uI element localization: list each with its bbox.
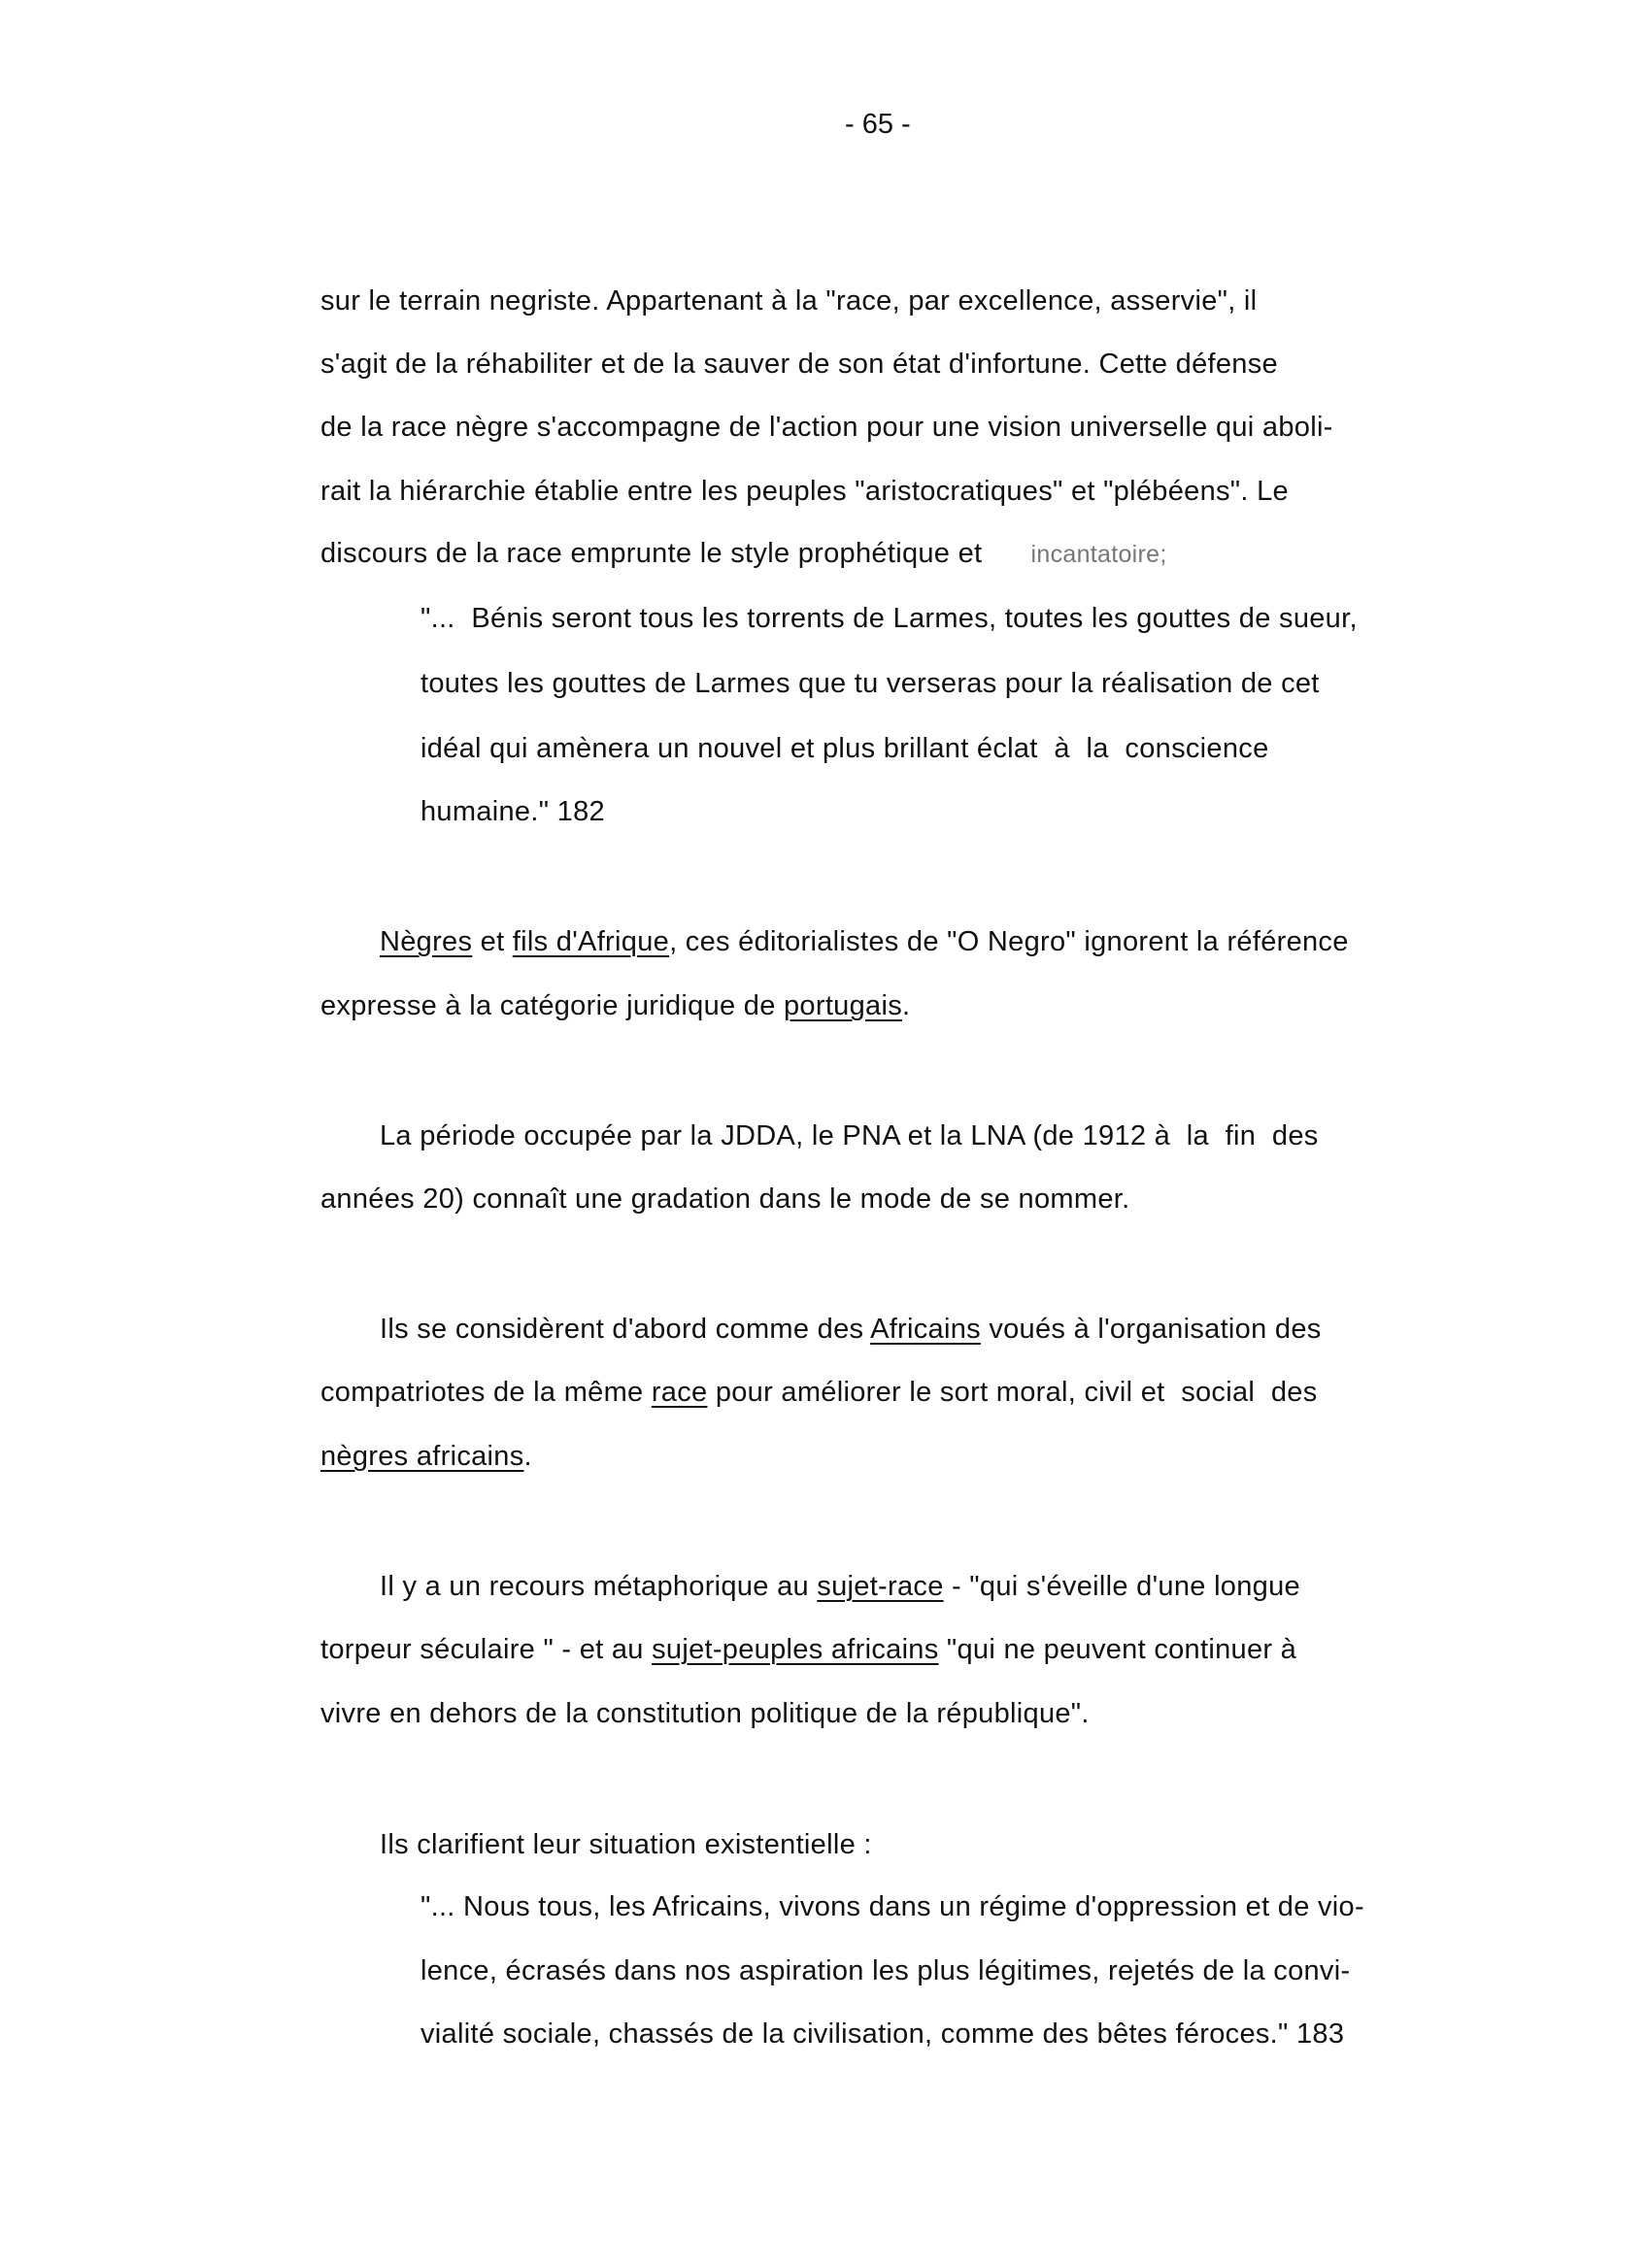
text-line [320, 1632, 1296, 1667]
text-segment: lence, écrasés dans nos aspiration les plus légitimes, rejetés de la convi- [420, 1955, 1351, 1986]
quote-line [420, 1953, 1350, 1988]
underlined-term: sujet-peuples africains [652, 1634, 939, 1665]
quote-line [420, 2017, 1344, 2051]
text-segment: "qui ne peuvent continuer à [938, 1634, 1297, 1665]
underlined-term: nègres africains [320, 1441, 524, 1472]
text-segment: de la race nègre s'accompagne de l'action pour une vision universelle qui aboli- [320, 412, 1333, 443]
text-segment: rait la hiérarchie établie entre les peuples "aristocratiques" et "plébéens". Le [320, 476, 1289, 507]
text-line [380, 1312, 1322, 1347]
page-number: - 65 - [845, 109, 911, 140]
text-segment: torpeur séculaire " - et au [320, 1634, 653, 1665]
text-line [320, 410, 1333, 445]
text-line [380, 1569, 1300, 1604]
text-segment: . [523, 1441, 532, 1472]
text-line [380, 1827, 872, 1862]
text-segment: humaine." 182 [420, 796, 605, 827]
text-segment: vialité sociale, chassés de la civilisation, comme des bêtes féroces." 183 [420, 2018, 1345, 2050]
quote-line [420, 794, 605, 829]
underlined-term: Nègres [380, 926, 473, 957]
text-line [320, 988, 910, 1023]
text-segment: sur le terrain negriste. Appartenant à la "race, par excellence, asservie", il [320, 285, 1258, 317]
text-segment: Ils clarifient leur situation existentielle : [380, 1829, 872, 1860]
underlined-term: fils d'Afrique [512, 926, 670, 957]
underlined-term: Africains [870, 1314, 981, 1345]
text-segment: pour améliorer le sort moral, civil et social des [707, 1377, 1318, 1408]
underlined-term: sujet-race [817, 1571, 944, 1602]
text-segment: et [472, 926, 513, 957]
text-segment: incantatoire; [1030, 541, 1167, 568]
text-segment: . [902, 990, 911, 1021]
text-segment: idéal qui amènera un nouvel et plus brillant éclat à la conscience [420, 733, 1269, 764]
quote-line [420, 601, 1358, 636]
quote-line [420, 666, 1320, 701]
text-segment: vivre en dehors de la constitution politique de la république". [320, 1698, 1090, 1729]
text-line [320, 1696, 1090, 1731]
text-segment: - "qui s'éveille d'une longue [943, 1571, 1300, 1602]
underlined-term: race [651, 1377, 708, 1408]
text-line [380, 1118, 1319, 1153]
text-segment: s'agit de la réhabiliter et de la sauver de son état d'infortune. Cette défense [320, 349, 1278, 380]
text-line [320, 1375, 1318, 1410]
text-line [320, 1182, 1129, 1217]
text-line [320, 1439, 532, 1474]
text-line [320, 536, 1167, 572]
text-segment: La période occupée par la JDDA, le PNA et la LNA (de 1912 à la fin des [380, 1120, 1319, 1151]
text-segment: Il y a un recours métaphorique au [380, 1571, 818, 1602]
quote-line [420, 1889, 1364, 1924]
text-segment: "... Bénis seront tous les torrents de Larmes, toutes les gouttes de sueur, [420, 603, 1358, 634]
text-segment: compatriotes de la même [320, 1377, 652, 1408]
text-line [320, 474, 1289, 509]
text-segment: voués à l'organisation des [980, 1314, 1322, 1345]
text-line [320, 284, 1257, 318]
text-line [380, 924, 1349, 959]
text-segment: discours de la race emprunte le style prophétique et [320, 538, 1031, 569]
text-segment: "... Nous tous, les Africains, vivons dans un régime d'oppression et de vio- [420, 1891, 1364, 1922]
underlined-term: portugais [784, 990, 902, 1021]
text-segment: toutes les gouttes de Larmes que tu verseras pour la réalisation de cet [420, 668, 1320, 699]
quote-line [420, 731, 1269, 766]
text-segment: années 20) connaît une gradation dans le mode de se nommer. [320, 1184, 1130, 1215]
text-segment: Ils se considèrent d'abord comme des [380, 1314, 871, 1345]
text-segment: , ces éditorialistes de "O Negro" ignorent la référence [669, 926, 1349, 957]
text-segment: expresse à la catégorie juridique de [320, 990, 784, 1021]
text-line [320, 347, 1278, 382]
